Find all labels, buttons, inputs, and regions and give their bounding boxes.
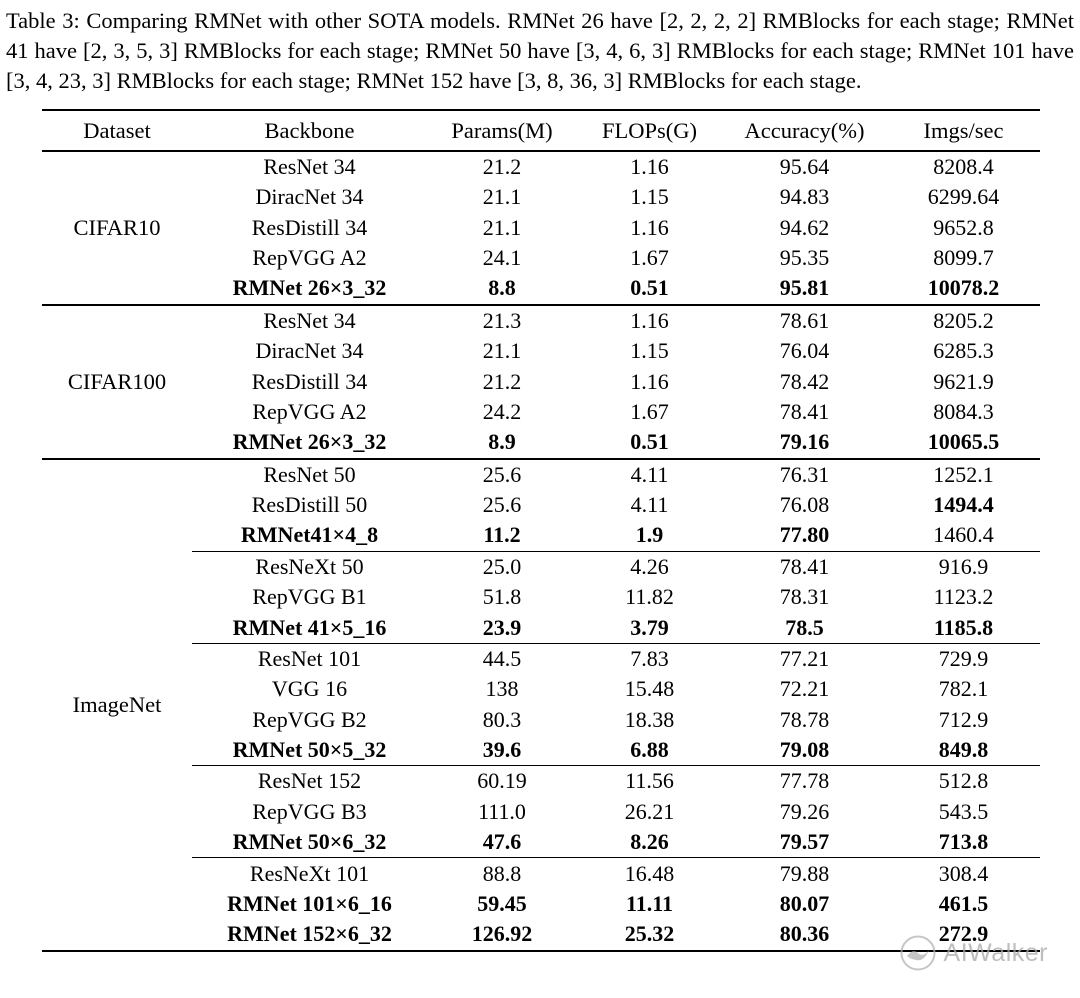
backbone-cell: RepVGG B1 bbox=[252, 584, 367, 610]
value-cell: 72.21 bbox=[779, 676, 830, 702]
value-cell: 6299.64 bbox=[927, 184, 1000, 210]
value-cell: 15.48 bbox=[624, 676, 675, 702]
backbone-cell: RMNet 41×5_16 bbox=[232, 614, 387, 640]
value-cell: 126.92 bbox=[471, 921, 533, 947]
value-cell: 79.57 bbox=[779, 829, 830, 855]
table-header-row bbox=[42, 110, 1040, 151]
backbone-cell: VGG 16 bbox=[271, 676, 348, 702]
value-cell: 21.3 bbox=[427, 305, 577, 336]
table-row bbox=[42, 490, 1040, 520]
value-cell: 8099.7 bbox=[933, 245, 994, 271]
backbone-cell: DiracNet 34 bbox=[255, 338, 364, 364]
value-cell: 543.5 bbox=[938, 798, 989, 824]
value-cell: 59.45 bbox=[477, 890, 527, 916]
value-cell: 782.1 bbox=[938, 676, 989, 702]
value-cell: 8.9 bbox=[488, 429, 516, 455]
value-cell: 47.6 bbox=[482, 829, 522, 855]
value-cell: 76.04 bbox=[779, 338, 830, 364]
value-cell: 77.21 bbox=[722, 643, 887, 674]
value-cell: 76.31 bbox=[722, 459, 887, 490]
backbone-cell: RMNet 26×3_32 bbox=[232, 429, 387, 455]
paper-caption: Table 3: Comparing RMNet with other SOTA models. RMNet 26 have [2, 2, 2, 2] RMBlocks for each stage; RMNet 41 have [2, 3, 5, 3] RMBlocks for each stage; RMNet 50 have [3, 4, 6, 3] RMBlocks for each stage; RMNet 101 have [3, 4, 23, 3] RMBlocks for each stage; RMNet 152 have [3, 8, 36, 3] RMBlocks for each stage. bbox=[6, 8, 1074, 93]
value-cell: 1.15 bbox=[630, 184, 669, 210]
table-row bbox=[42, 674, 1040, 704]
value-cell: 8.26 bbox=[630, 829, 669, 855]
value-cell: 18.38 bbox=[624, 706, 675, 732]
backbone-cell: ResNet 50 bbox=[192, 459, 427, 490]
value-cell: 95.35 bbox=[779, 245, 830, 271]
value-cell: 21.1 bbox=[482, 184, 522, 210]
value-cell: 79.08 bbox=[779, 737, 830, 763]
table-row bbox=[42, 766, 1040, 797]
table-row bbox=[42, 397, 1040, 427]
value-cell: 24.2 bbox=[482, 398, 522, 424]
value-cell: 916.9 bbox=[887, 551, 1040, 582]
value-cell: 51.8 bbox=[482, 584, 522, 610]
table-row bbox=[42, 797, 1040, 827]
table-row bbox=[42, 459, 1040, 490]
value-cell: 1.67 bbox=[630, 398, 669, 424]
value-cell: 1.15 bbox=[630, 338, 669, 364]
value-cell: 272.9 bbox=[938, 921, 989, 947]
backbone-cell: ResDistill 50 bbox=[251, 492, 368, 518]
value-cell: 26.21 bbox=[624, 798, 675, 824]
table-row bbox=[42, 213, 1040, 243]
table-row bbox=[42, 182, 1040, 212]
value-cell: 95.64 bbox=[722, 151, 887, 182]
value-cell: 512.8 bbox=[887, 766, 1040, 797]
value-cell: 0.51 bbox=[630, 275, 669, 301]
value-cell: 95.81 bbox=[779, 275, 830, 301]
value-cell: 6.88 bbox=[630, 737, 669, 763]
value-cell: 44.5 bbox=[427, 643, 577, 674]
col-header-params-m-: Params(M) bbox=[451, 117, 553, 143]
value-cell: 39.6 bbox=[482, 737, 522, 763]
value-cell: 80.07 bbox=[779, 890, 830, 916]
value-cell: 713.8 bbox=[938, 829, 989, 855]
col-header-accuracy-: Accuracy(%) bbox=[744, 117, 865, 143]
value-cell: 80.36 bbox=[779, 921, 830, 947]
table-row bbox=[42, 336, 1040, 366]
value-cell: 16.48 bbox=[577, 858, 722, 889]
value-cell: 8.8 bbox=[488, 275, 516, 301]
value-cell: 80.3 bbox=[482, 706, 522, 732]
results-table bbox=[42, 109, 1040, 952]
value-cell: 11.56 bbox=[577, 766, 722, 797]
value-cell: 1252.1 bbox=[887, 459, 1040, 490]
backbone-cell: ResNet 34 bbox=[192, 305, 427, 336]
value-cell: 78.78 bbox=[779, 706, 830, 732]
dataset-label: CIFAR10 bbox=[42, 151, 192, 305]
backbone-cell: RepVGG B3 bbox=[252, 798, 367, 824]
value-cell: 78.41 bbox=[722, 551, 887, 582]
table-row bbox=[42, 643, 1040, 674]
table-row bbox=[42, 735, 1040, 766]
value-cell: 1460.4 bbox=[933, 522, 994, 548]
backbone-cell: ResNet 34 bbox=[192, 151, 427, 182]
value-cell: 1.16 bbox=[577, 151, 722, 182]
table-row bbox=[42, 366, 1040, 396]
value-cell: 8208.4 bbox=[887, 151, 1040, 182]
value-cell: 8084.3 bbox=[933, 398, 994, 424]
backbone-cell: RMNet 50×6_32 bbox=[232, 829, 387, 855]
table-row bbox=[42, 427, 1040, 458]
backbone-cell: RMNet 50×5_32 bbox=[232, 737, 387, 763]
value-cell: 79.88 bbox=[722, 858, 887, 889]
value-cell: 9652.8 bbox=[933, 214, 994, 240]
value-cell: 78.42 bbox=[779, 368, 830, 394]
value-cell: 25.32 bbox=[624, 921, 675, 947]
backbone-cell: RMNet41×4_8 bbox=[240, 522, 379, 548]
value-cell: 11.82 bbox=[625, 584, 674, 610]
col-header-imgs-sec: Imgs/sec bbox=[923, 117, 1004, 143]
value-cell: 25.6 bbox=[482, 492, 522, 518]
value-cell: 1.9 bbox=[635, 522, 664, 548]
backbone-cell: RMNet 26×3_32 bbox=[232, 275, 387, 301]
value-cell: 4.11 bbox=[630, 492, 669, 518]
value-cell: 138 bbox=[485, 676, 519, 702]
backbone-cell: RepVGG A2 bbox=[252, 245, 367, 271]
value-cell: 1185.8 bbox=[933, 614, 994, 640]
value-cell: 21.1 bbox=[482, 338, 522, 364]
backbone-cell: RMNet 101×6_16 bbox=[227, 890, 392, 916]
value-cell: 77.80 bbox=[779, 522, 830, 548]
value-cell: 11.2 bbox=[483, 522, 521, 548]
backbone-cell: RepVGG A2 bbox=[252, 398, 367, 424]
value-cell: 76.08 bbox=[779, 492, 830, 518]
value-cell: 1.16 bbox=[630, 214, 669, 240]
backbone-cell: ResDistill 34 bbox=[251, 368, 368, 394]
value-cell: 4.11 bbox=[577, 459, 722, 490]
value-cell: 849.8 bbox=[938, 737, 989, 763]
value-cell: 10065.5 bbox=[927, 429, 1000, 455]
value-cell: 10078.2 bbox=[927, 275, 1000, 301]
value-cell: 25.0 bbox=[427, 551, 577, 582]
value-cell: 94.83 bbox=[779, 184, 830, 210]
value-cell: 6285.3 bbox=[933, 338, 994, 364]
value-cell: 88.8 bbox=[427, 858, 577, 889]
table-row bbox=[42, 827, 1040, 858]
value-cell: 25.6 bbox=[427, 459, 577, 490]
col-header-dataset: Dataset bbox=[83, 117, 151, 143]
value-cell: 77.78 bbox=[722, 766, 887, 797]
value-cell: 79.26 bbox=[779, 798, 830, 824]
backbone-cell: DiracNet 34 bbox=[255, 184, 364, 210]
table-row bbox=[42, 151, 1040, 182]
table-row bbox=[42, 919, 1040, 950]
value-cell: 78.61 bbox=[722, 305, 887, 336]
table-container bbox=[42, 109, 1040, 952]
value-cell: 4.26 bbox=[577, 551, 722, 582]
value-cell: 1.67 bbox=[630, 245, 669, 271]
backbone-cell: RMNet 152×6_32 bbox=[227, 921, 392, 947]
backbone-cell: ResNet 101 bbox=[192, 643, 427, 674]
value-cell: 8205.2 bbox=[887, 305, 1040, 336]
table-body bbox=[42, 151, 1040, 951]
backbone-cell: ResNeXt 50 bbox=[192, 551, 427, 582]
table-row bbox=[42, 582, 1040, 612]
value-cell: 9621.9 bbox=[933, 368, 994, 394]
dataset-label: CIFAR100 bbox=[42, 305, 192, 459]
backbone-cell: ResNeXt 101 bbox=[192, 858, 427, 889]
value-cell: 1494.4 bbox=[933, 492, 994, 518]
value-cell: 1.16 bbox=[577, 305, 722, 336]
value-cell: 11.11 bbox=[625, 890, 674, 916]
table-row bbox=[42, 273, 1040, 304]
value-cell: 461.5 bbox=[938, 890, 989, 916]
value-cell: 78.5 bbox=[785, 614, 824, 640]
value-cell: 1123.2 bbox=[933, 584, 994, 610]
backbone-cell: ResNet 152 bbox=[192, 766, 427, 797]
backbone-cell: ResDistill 34 bbox=[251, 214, 368, 240]
table-row bbox=[42, 551, 1040, 582]
value-cell: 23.9 bbox=[482, 614, 522, 640]
backbone-cell: RepVGG B2 bbox=[252, 706, 367, 732]
value-cell: 21.1 bbox=[482, 214, 522, 240]
table-row bbox=[42, 858, 1040, 889]
value-cell: 24.1 bbox=[482, 245, 522, 271]
value-cell: 78.31 bbox=[779, 584, 830, 610]
table-row bbox=[42, 305, 1040, 336]
value-cell: 308.4 bbox=[887, 858, 1040, 889]
table-row bbox=[42, 889, 1040, 919]
table-row bbox=[42, 705, 1040, 735]
col-header-backbone: Backbone bbox=[264, 117, 355, 143]
value-cell: 78.41 bbox=[779, 398, 830, 424]
value-cell: 60.19 bbox=[427, 766, 577, 797]
value-cell: 712.9 bbox=[938, 706, 989, 732]
value-cell: 0.51 bbox=[630, 429, 669, 455]
dataset-label: ImageNet bbox=[42, 459, 192, 951]
value-cell: 1.16 bbox=[630, 368, 669, 394]
value-cell: 79.16 bbox=[779, 429, 830, 455]
value-cell: 94.62 bbox=[779, 214, 830, 240]
value-cell: 111.0 bbox=[478, 798, 526, 824]
watermark-text: AIWalker bbox=[943, 938, 1048, 967]
table-row bbox=[42, 520, 1040, 551]
table-row bbox=[42, 243, 1040, 273]
value-cell: 729.9 bbox=[887, 643, 1040, 674]
value-cell: 21.2 bbox=[427, 151, 577, 182]
table-row bbox=[42, 612, 1040, 643]
value-cell: 3.79 bbox=[630, 614, 669, 640]
value-cell: 21.2 bbox=[482, 368, 522, 394]
value-cell: 7.83 bbox=[577, 643, 722, 674]
col-header-flops-g-: FLOPs(G) bbox=[601, 117, 697, 143]
